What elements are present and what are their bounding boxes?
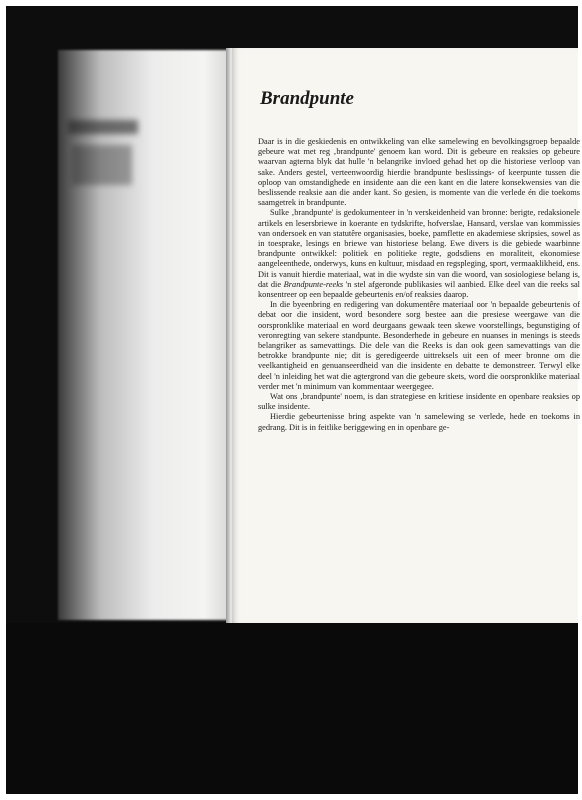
paragraph-text: Hierdie gebeurtenisse bring aspekte van 'n samelewing se verlede, hede en toekoms in gedrang. Dit is in feitlike beriggewing en in openbare ge- [258,412,580,432]
paragraph-p5 [258,412,580,432]
paragraph-p3 [258,300,580,392]
left-page-blurred [58,50,230,620]
paragraph-text: In die byeenbring en redigering van dokumentêre materiaal oor 'n bepaalde gebeurtenis of debat oor die insident, word besondere sorg bestee aan die presiese weergawe van die oorspronklike materiaal en word deurgaans gewaak teen skewe voorstellings, begunstiging of veronregting van sekere standpunte. Besonderhede in gebeure en nuanses in menings is steeds belangriker as samevattings. Die dele van die Reeks is dan ook geen samevattings van die betrokke brandpunte nie; dit is geredigeerde uittreksels uit een of meer bronne om die veelkantigheid en genuanseerdheid van die insidente en debatte te demonstreer. Terwyl elke deel 'n inleiding het wat die agtergrond van die gebeure skets, word die oorspronklike materiaal verder met 'n minimum van kommentaar weergegee. [258,300,580,391]
paragraph-p4 [258,392,580,412]
paragraph-text: Daar is in die geskiedenis en ontwikkeling van elke samelewing en bevolkingsgroep bepaalde gebeure wat met reg ‚brandpunte' genoem kan word. Dit is gebeure en reaksies op gebeure waarvan agterna blyk dat hulle 'n belangrike invloed gehad het op die historiese verloop van sake. Anders gestel, verteenwoordig hierdie brandpunte beslissings- of keerpunte tussen die oploop van omstandighede en insidente aan die een kant en die latere konsekwensies van die beslissende reaksie aan die ander kant. So gesien, is momente van die verlede én die toekoms saamgetrek in brandpunte. [258,137,580,208]
paragraph-p2 [258,208,580,300]
paragraph-text: 'n stel afgeronde publikasies wil aanbied. Elke deel van die reeks sal konsentreer op een bepaalde gebeurtenis en/of reaksies daarop. [258,279,580,300]
paragraph-text: Sulke ‚brandpunte' is gedokumenteer in 'n verskeidenheid van bronne: berigte, redaksionele artikels en lesersbriewe in koerante en tydskrifte, hofverslae, Hansard, verslae van kommissies van ondersoek en van statutêre organisasies, boeke, pamflette en akademiese skripsies, sowel as in toesprake, lesings en briewe van historiese belang. Ewe divers is die gebiede waarbinne brandpunte ontwikkel: politiek en politieke regte, godsdiens en moraliteit, ekonomiese aangeleenthede, onderwys, kuns en kultuur, misdaad en regspleging, sport, vermaaklikheid, ens. Dit is vanuit hierdie materiaal, wat in die wydste sin van die woord, van sosiologiese belang is, dat die [258,208,580,289]
paragraph-text: Wat ons ‚brandpunte' noem, is dan strategiese en kritiese insidente en openbare reaksies op sulke insidente. [258,392,580,412]
scan-bottom-dark [6,623,578,794]
right-page [232,48,578,623]
left-page-smudge [72,145,132,185]
paragraph-p1 [258,137,580,208]
left-page-smudge [68,120,138,134]
page-title: Brandpunte [260,88,354,109]
italic-text: Brandpunte-reeks [283,279,344,289]
body-text [258,137,580,433]
